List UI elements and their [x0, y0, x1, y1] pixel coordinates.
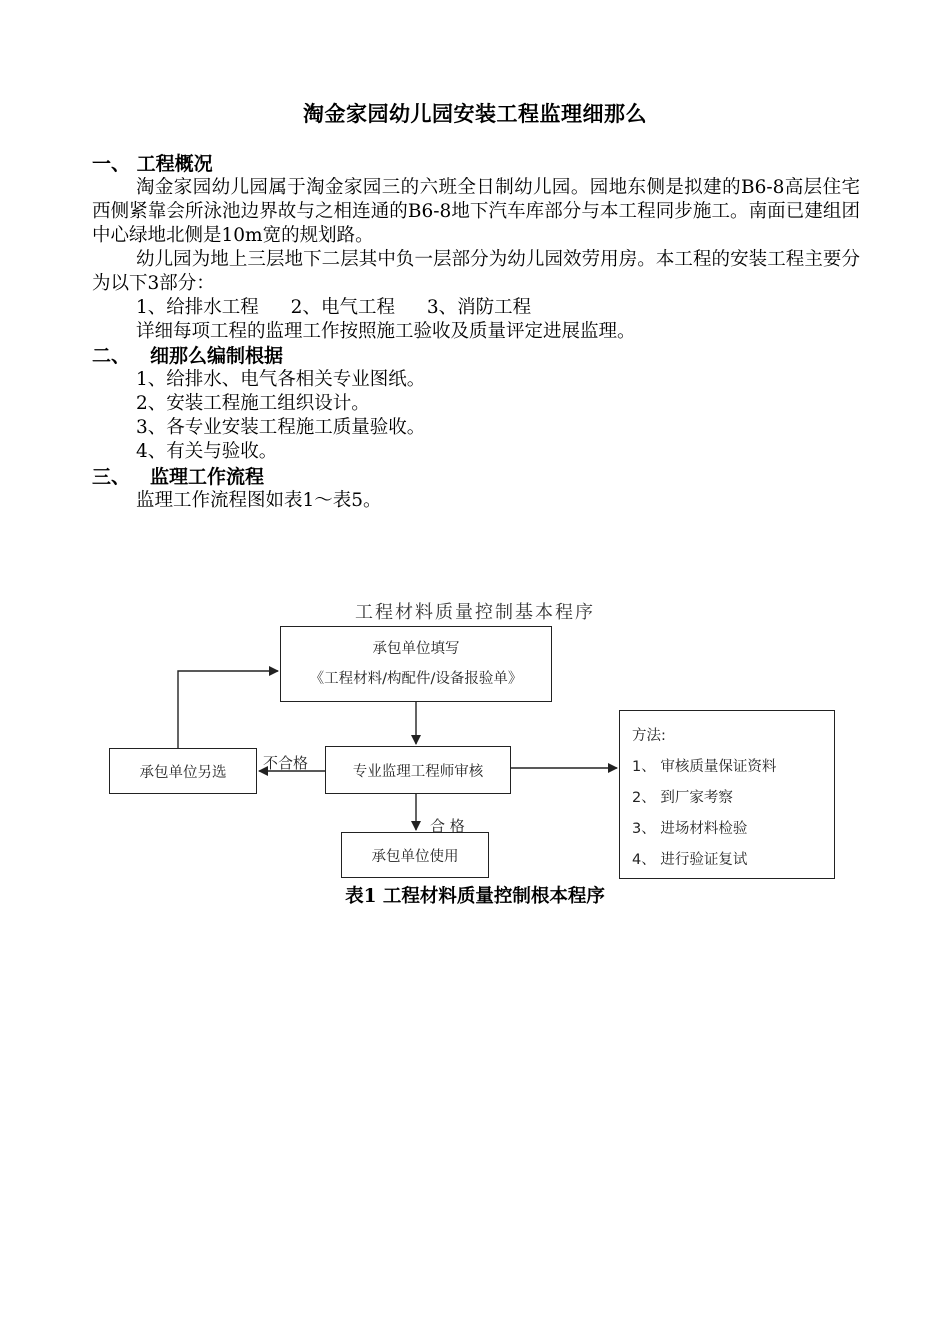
section-2-heading	[92, 344, 283, 368]
paragraph-overview-2: 幼儿园为地上三层地下二层其中负一层部分为幼儿园效劳用房。本工程的安装工程主要分为以下3部分：	[92, 249, 860, 294]
fail-label: 不合格	[263, 754, 309, 772]
paragraph-closing: 详细每项工程的监理工作按照施工验收及质量评定进展监理。	[136, 321, 636, 342]
method-item: 4、 进行验证复试	[632, 852, 748, 868]
flowchart-box-review: 专业监理工程师审核	[325, 746, 511, 794]
section-title: 监理工作流程	[150, 466, 265, 488]
flowchart-box-fill-form	[280, 626, 552, 702]
pass-label: 合 格	[430, 817, 465, 835]
document-title: 淘金家园幼儿园安装工程监理细那么	[303, 101, 647, 126]
section-3-heading	[92, 465, 264, 489]
flowchart-box-methods	[619, 710, 835, 879]
box-line: 承包单位填写	[372, 641, 460, 657]
item-list	[136, 296, 531, 320]
box-line: 《工程材料/构配件/设备报验单》	[309, 671, 523, 687]
flowchart-box-alternative: 承包单位另选	[109, 748, 257, 794]
list-item: 1、给排水、电气各相关专业图纸。	[136, 369, 426, 390]
list-item: 3、各专业安装工程施工质量验收。	[136, 417, 426, 438]
figure-caption: 表1 工程材料质量控制根本程序	[345, 886, 605, 907]
section-number: 三、	[92, 466, 131, 488]
method-item: 3、 进场材料检验	[632, 821, 748, 837]
section-number: 二、	[92, 345, 131, 367]
flowchart-box-use: 承包单位使用	[341, 832, 489, 878]
methods-title: 方法:	[632, 728, 666, 744]
list-item: 2、安装工程施工组织设计。	[136, 393, 370, 414]
section-number: 一、	[92, 153, 131, 175]
list-item: 3、消防工程	[426, 297, 532, 318]
section-title: 细那么编制根据	[150, 345, 284, 367]
list-item: 2、电气工程	[290, 297, 395, 318]
list-item: 4、有关与验收。	[136, 441, 278, 462]
method-item: 1、 审核质量保证资料	[632, 759, 777, 775]
section-1-heading	[92, 152, 213, 176]
paragraph-overview-1: 淘金家园幼儿园属于淘金家园三的六班全日制幼儿园。园地东侧是拟建的B6-8高层住宅西侧紧靠会所泳池边界故与之相连通的B6-8地下汽车库部分与本工程同步施工。南面已建组团中心绿地北侧是10m宽的规划路。	[92, 177, 860, 246]
arrow-loop-back	[178, 671, 278, 748]
section-title: 工程概况	[136, 153, 213, 175]
method-item: 2、 到厂家考察	[632, 790, 733, 806]
list-item: 1、给排水工程	[136, 297, 259, 318]
flowchart-title: 工程材料质量控制基本程序	[355, 602, 595, 623]
paragraph-flow-ref: 监理工作流程图如表1～表5。	[136, 490, 382, 511]
